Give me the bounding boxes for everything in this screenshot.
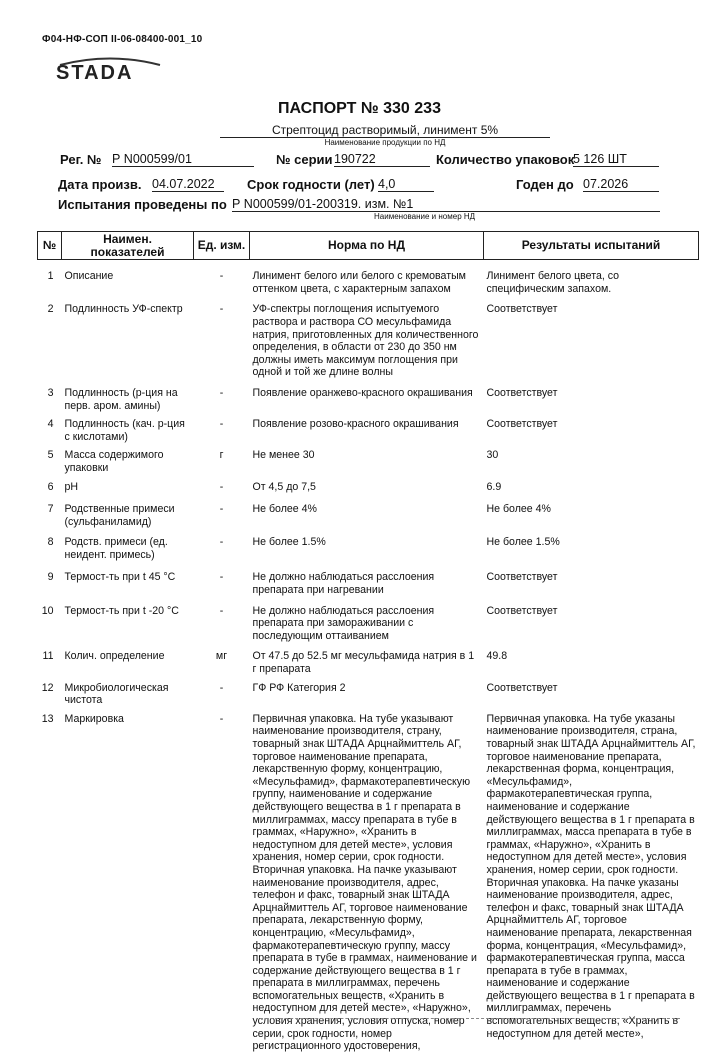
row-number: 10 [41,604,54,617]
row-result: 6.9 [486,480,502,493]
row-unit: - [219,536,224,549]
row-unit: мг [215,650,228,663]
qty-label: Количество упаковок [436,152,575,167]
row-norm: Не более 1.5% [252,536,326,549]
tests-label: Испытания проведены по [58,197,227,212]
col-header-number: № [38,232,62,260]
row-result: Соответствует [486,681,558,694]
row-name: Описание [64,270,114,283]
row-name: Маркировка [64,712,124,725]
row-number: 1 [47,270,54,283]
row-number: 13 [41,712,54,725]
col-header-result: Результаты испытаний [484,232,699,260]
shelf-value: 4,0 [378,177,434,192]
qty-value: 5 126 ШТ [573,152,659,167]
row-name: Колич. определение [64,650,165,663]
shelf-label: Срок годности (лет) [247,177,375,192]
row-number: 8 [47,536,54,549]
table-row [38,713,699,1053]
table-row [38,260,699,304]
table-row [38,303,699,387]
row-unit: - [219,681,224,694]
bottom-divider [260,1018,680,1019]
row-name: Родственные примеси (сульфаниламид) [64,503,175,528]
row-name: Масса содержимого упаковки [64,449,164,474]
row-number: 2 [47,303,54,316]
row-norm: Не должно наблюдаться расслоения препарата при нагревании [252,571,435,597]
row-unit: - [219,303,224,316]
row-result: Не более 1.5% [486,536,560,549]
row-norm: УФ-спектры поглощения испытуемого раствора и раствора СО месульфамида натрия, приготовленных для количественного определения, в области от 230 до 350 нм должны иметь максимум поглощения при одной и той же длине волны [252,303,479,379]
table-row [38,571,699,604]
row-number: 11 [42,650,54,663]
row-name: Термост-ть при t -20 °С [64,604,179,617]
row-unit: г [219,449,224,462]
logo-text: STADA [56,62,134,84]
row-result: Первичная упаковка. На тубе указаны наименование производителя, страна, товарный знак ШТАДА Арцнаймиттель АГ, торговое наименование препарата, лекарственная форма, концентрация, «Месульфамид», фармакотерапевтическая группа, наименование и содержание действующего вещества в 1 г препарата в миллиграммах, масса препарата в тубе в граммах, «Наружно», «Хранить в недоступном для детей месте», условия хранения, номер серии, срок годности. Вторичная упаковка. На пачке указаны наименование производителя, адрес, телефон и факс, товарный знак ШТАДА Арцнаймиттель АГ, торговое наименование препарата, лекарственная форма, концентрация, «Месульфамид», фармакотерапевтическая группа, масса препарата в тубе в граммах, наименование и содержание действующего вещества в 1 г препарата в миллиграммах, перечень вспомогательных веществ, «Хранить в недоступном для детей месте», [486,712,696,1040]
row-norm: Первичная упаковка. На тубе указывают наименование производителя, страну, товарный знак ШТАДА Арцнаймиттель АГ, торговое наименование препарата, лекарственную форму, концентрацию, «Месульфамид», фармакотерапевтическую группу, наименование и содержание действующего вещества в 1 г препарата в миллиграммах, массу препарата в тубе в граммах, «Наружно», «Хранить в недоступном для детей месте», условия хранения, номер серии, срок годности. Вторичная упаковка. На пачке указывают наименование производителя, адрес, телефон и факс, товарный знак ШТАДА Арцнаймиттель АГ, торговое наименование препарата, лекарственную форму, концентрацию, «Месульфамид», фармакотерапевтическую группу, массу препарата в тубе в граммах, наименование и содержание действующего вещества в 1 г препарата в миллиграммах, перечень вспомогательных веществ, «Хранить в недоступном для детей месте», «Наружно», условия хранения, условия отпуска, номер серии, срок годности, номер регистрационного удостоверения, [252,712,477,1053]
passport-title: ПАСПОРТ № 330 233 [278,100,441,117]
row-unit: - [219,386,224,399]
results-table [37,231,699,1053]
row-number: 9 [47,571,54,584]
row-norm: От 4,5 до 7,5 [252,480,316,493]
table-row [38,650,699,681]
table-row [38,605,699,651]
row-norm: Линимент белого или белого с кремоватым оттенком цвета, с характерным запахом [252,270,466,295]
tests-caption: Наименование и номер НД [374,212,476,221]
table-row [38,449,699,480]
row-norm: От 47.5 до 52.5 мг месульфамида натрия в 1 г препарата [252,650,475,676]
row-norm: Появление розово-красного окрашивания [252,418,459,431]
reg-value: Р N000599/01 [112,152,254,167]
row-norm: Не должно наблюдаться расслоения препарата при замораживании с последующим оттаиванием [252,604,435,642]
date-label: Дата произв. [58,177,142,192]
stada-logo [56,56,164,90]
table-row [38,481,699,504]
row-result: 49.8 [486,650,508,663]
tests-value: Р N000599/01-200319. изм. №1 [232,197,660,212]
valid-value: 07.2026 [583,177,659,192]
row-name: Микробиологическая чистота [64,681,169,707]
row-norm: Не менее 30 [252,449,315,462]
row-result: Не более 4% [486,503,551,516]
row-result: Соответствует [486,571,558,584]
row-unit: - [219,503,224,516]
col-header-unit: Ед. изм. [194,232,250,260]
row-number: 12 [41,681,54,694]
row-unit: - [219,571,224,584]
row-norm: ГФ РФ Категория 2 [252,681,346,694]
row-result: Соответствует [486,386,558,399]
row-norm: Появление оранжево-красного окрашивания [252,386,473,399]
date-value: 04.07.2022 [152,177,224,192]
row-unit: - [219,480,224,493]
row-result: Соответствует [486,303,558,316]
table-row [38,682,699,713]
row-result: Линимент белого цвета, со специфическим запахом. [486,270,620,295]
row-name: Подлинность УФ-спектр [64,303,183,316]
series-value: 190722 [334,152,430,167]
table-row [38,387,699,418]
row-name: Родств. примеси (ед. неидент. примесь) [64,536,168,561]
row-name: Подлинность (р-ция на перв. аром. амины) [64,386,178,412]
product-caption: Наименование продукции по НД [324,138,446,147]
row-number: 4 [47,418,54,431]
row-unit: - [219,418,224,431]
table-header-row [38,232,699,260]
col-header-norm: Норма по НД [250,232,484,260]
row-unit: - [219,712,224,725]
form-code: Ф04-НФ-СОП II-06-08400-001_10 [42,34,203,45]
series-label: № серии [276,152,333,167]
table-body [38,260,699,1053]
table-row [38,503,699,536]
row-name: Подлинность (кач. р-ция с кислотами) [64,418,185,443]
row-number: 7 [47,503,54,516]
row-name: pH [64,480,79,493]
reg-label: Рег. № [60,152,102,167]
row-number: 3 [47,386,54,399]
row-result: Соответствует [486,418,558,431]
row-norm: Не более 4% [252,503,317,516]
table-row [38,536,699,571]
product-name: Стрептоцид растворимый, линимент 5% [271,123,499,137]
row-result: 30 [486,449,499,462]
table-row [38,418,699,449]
col-header-name: Наимен. показателей [62,232,194,260]
valid-label: Годен до [516,177,574,192]
row-result: Соответствует [486,604,558,617]
row-name: Термост-ть при t 45 °С [64,571,176,584]
row-unit: - [219,270,224,283]
row-number: 5 [47,449,54,462]
row-unit: - [219,604,224,617]
row-number: 6 [47,480,54,493]
